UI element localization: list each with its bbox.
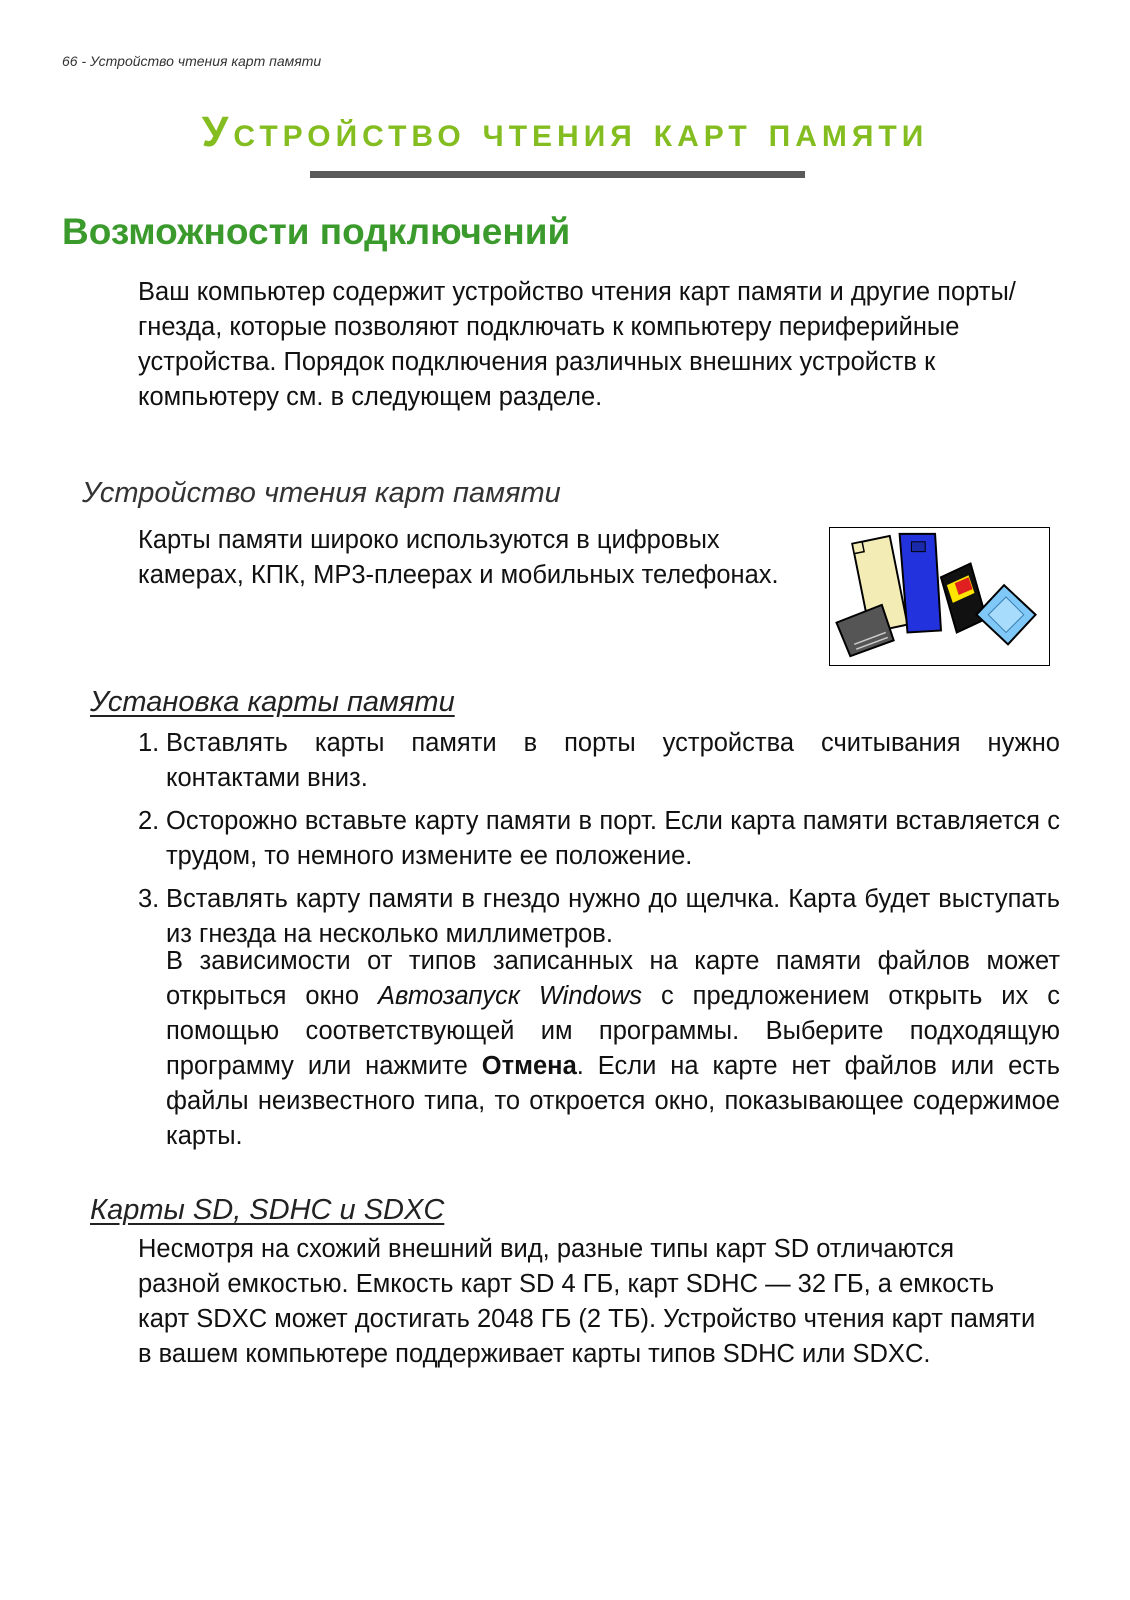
memory-cards-illustration [829, 527, 1050, 666]
card-reader-heading: Устройство чтения карт памяти [82, 477, 561, 509]
card-reader-paragraph: Карты памяти широко используются в цифровых камерах, КПК, MP3-плеерах и мобильных телефонах. [138, 526, 779, 589]
running-header: 66 - Устройство чтения карт памяти [62, 53, 322, 69]
intro-paragraph: Ваш компьютер содержит устройство чтения карт памяти и другие порты/гнезда, которые позволяют подключать к компьютеру периферийные устройства. Порядок подключения различных внешних устройств к компьютеру см. в следующем разделе. [138, 278, 1016, 411]
sd-cards-heading: Карты SD, SDHC и SDXC [90, 1194, 445, 1226]
section-title: Возможности подключений [62, 211, 571, 252]
autorun-note [166, 944, 1060, 1154]
step-item [138, 882, 1060, 952]
dark-card-shape [837, 605, 894, 656]
note-text-part3: . Если на карте нет файлов или есть файлы неизвестного типа, то откроется окно, показывающее содержимое карты. [166, 1052, 1061, 1150]
note-text-part2: с предложением открыть их с помощью соответствующей им программы. Выберите подходящую программу или нажмите [166, 982, 1060, 1080]
light-blue-card-shape [976, 585, 1035, 644]
chapter-title: Устройство чтения карт памяти [201, 108, 929, 156]
step-number: 2. [138, 807, 160, 835]
step-number: 3. [138, 885, 160, 913]
sd-cards-paragraph: Несмотря на схожий внешний вид, разные типы карт SD отличаются разной емкостью. Емкость карт SD 4 ГБ, карт SDHC — 32 ГБ, а емкость карт SDXC может достигать 2048 ГБ (2 ТБ). Устройство чтения карт памяти в вашем компьютере поддерживает карты типов SDHC или SDXC. [138, 1235, 1036, 1368]
cancel-label: Отмена [481, 1052, 577, 1080]
installation-heading: Установка карты памяти [90, 686, 455, 718]
step-text: Вставлять карты памяти в порты устройства считывания нужно контактами вниз. [166, 729, 1060, 792]
autorun-window-name: Автозапуск Windows [377, 982, 643, 1010]
step-text: Вставлять карту памяти в гнездо нужно до щелчка. Карта будет выступать из гнезда на несколько миллиметров. [166, 885, 1060, 948]
step-item [138, 804, 1060, 874]
chapter-title-rule [310, 171, 805, 178]
step-text: Осторожно вставьте карту памяти в порт. Если карта памяти вставляется с трудом, то немного измените ее положение. [166, 807, 1060, 870]
red-yellow-card-shape [941, 563, 986, 632]
blue-card-shape [900, 534, 941, 633]
installation-steps [138, 726, 1060, 960]
step-item [138, 726, 1060, 796]
note-text-part1: В зависимости от типов записанных на карте памяти файлов может открыться окно [166, 947, 1060, 1010]
step-number: 1. [138, 729, 160, 757]
